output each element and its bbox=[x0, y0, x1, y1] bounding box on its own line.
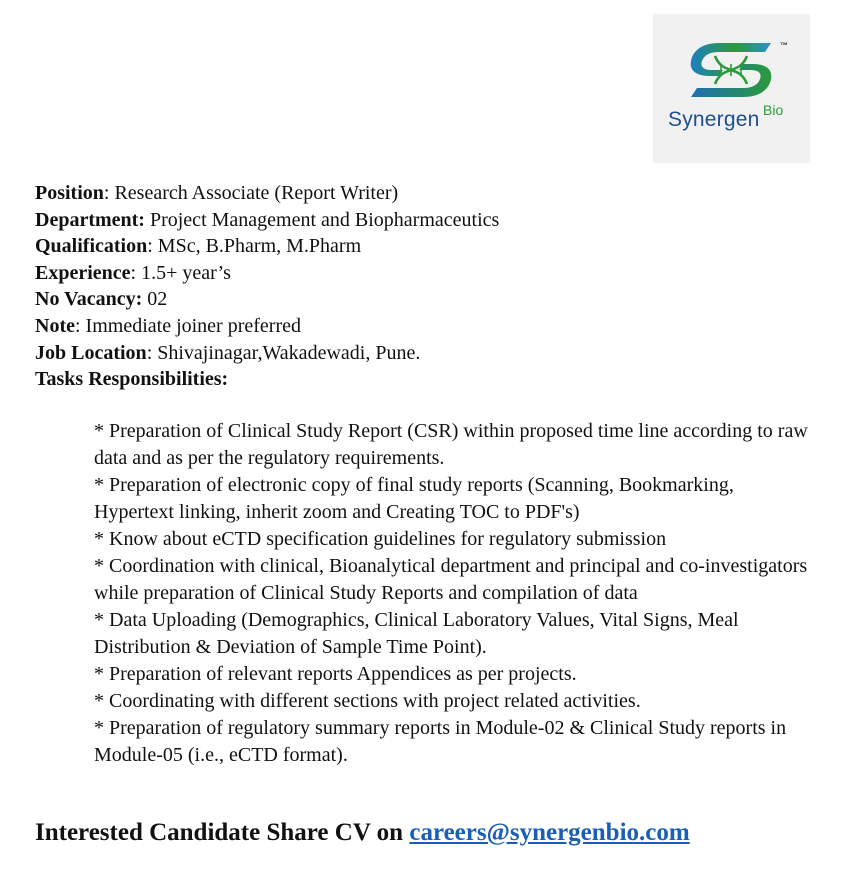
qualification-sep: : bbox=[147, 235, 158, 258]
position-row bbox=[35, 180, 499, 207]
location-row bbox=[35, 340, 499, 367]
position-label: Position bbox=[35, 182, 104, 204]
careers-email-link[interactable]: careers@synergenbio.com bbox=[409, 819, 690, 846]
experience-label: Experience bbox=[35, 261, 131, 284]
vacancy-label: No Vacancy: bbox=[35, 288, 143, 311]
job-details bbox=[35, 180, 499, 393]
department-row bbox=[35, 207, 499, 234]
task-item: * Preparation of electronic copy of final study reports (Scanning, Bookmarking, Hypertext linking, inherit zoom and Creating TOC to PDF's) bbox=[94, 474, 734, 523]
vacancy-row bbox=[35, 286, 499, 313]
experience-row bbox=[35, 260, 499, 287]
qualification-row bbox=[35, 233, 499, 260]
task-item: * Preparation of Clinical Study Report (CSR) within proposed time line according to raw data and as per the regulatory requirements. bbox=[94, 420, 808, 469]
experience-sep: : bbox=[130, 261, 142, 284]
note-value: Immediate joiner preferred bbox=[85, 314, 301, 337]
tasks-heading-row bbox=[35, 366, 499, 393]
note-sep: : bbox=[74, 314, 86, 337]
experience-value: 1.5+ year’s bbox=[141, 261, 231, 284]
task-item: * Know about eCTD specification guidelines for regulatory submission bbox=[94, 528, 667, 550]
logo-wordmark-suffix: Bio bbox=[763, 102, 784, 118]
task-item: * Preparation of relevant reports Appendices as per projects. bbox=[94, 663, 577, 685]
task-item: * Coordinating with different sections with project related activities. bbox=[94, 690, 641, 712]
task-list bbox=[94, 418, 816, 769]
location-label: Job Location bbox=[35, 341, 147, 364]
note-label: Note bbox=[35, 314, 75, 337]
trademark-symbol: ™ bbox=[780, 41, 788, 50]
tasks-heading: Tasks Responsibilities: bbox=[35, 368, 229, 391]
position-sep: : bbox=[103, 182, 115, 204]
qualification-label: Qualification bbox=[35, 235, 148, 258]
application-call-to-action bbox=[35, 819, 690, 847]
vacancy-value: 02 bbox=[147, 288, 168, 311]
location-sep: : bbox=[146, 341, 158, 364]
note-row bbox=[35, 313, 499, 340]
logo-wordmark: Synergen bbox=[668, 108, 760, 131]
company-logo bbox=[653, 14, 810, 163]
task-item: * Preparation of regulatory summary reports in Module-02 & Clinical Study reports in Module-05 (i.e., eCTD format). bbox=[94, 717, 787, 766]
department-label: Department: bbox=[35, 208, 145, 231]
qualification-value: MSc, B.Pharm, M.Pharm bbox=[157, 235, 362, 258]
task-item: * Data Uploading (Demographics, Clinical Laboratory Values, Vital Signs, Meal Distribution & Deviation of Sample Time Point). bbox=[94, 609, 739, 658]
location-value: Shivajinagar,Wakadewadi, Pune. bbox=[157, 341, 421, 364]
synergen-logo-mark-icon bbox=[653, 14, 810, 163]
task-item: * Coordination with clinical, Bioanalytical department and principal and co-investigators while preparation of Clinical Study Reports and compilation of data bbox=[94, 555, 808, 604]
position-value: Research Associate (Report Writer) bbox=[114, 182, 399, 204]
footer-text: Interested Candidate Share CV on bbox=[35, 819, 410, 846]
department-value: Project Management and Biopharmaceutics bbox=[149, 208, 500, 231]
